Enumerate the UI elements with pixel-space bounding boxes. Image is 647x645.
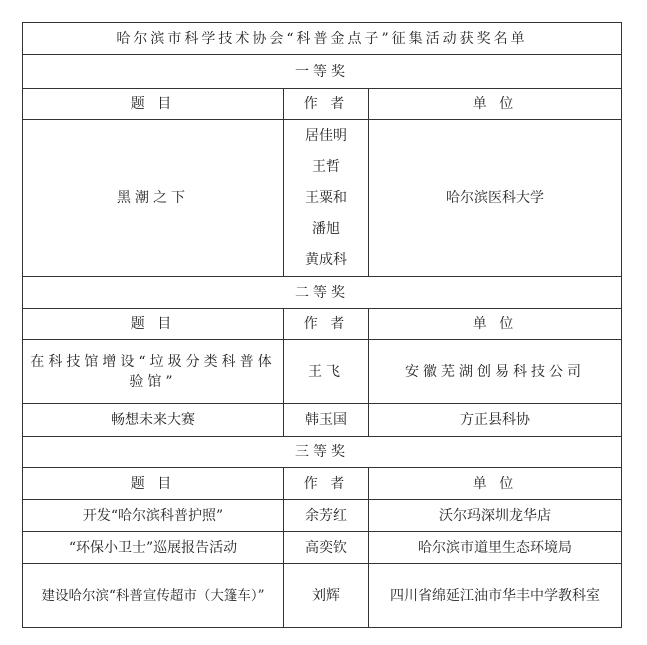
author-name: 王哲 (312, 158, 340, 175)
tier-heading-second: 二等奖 (23, 277, 622, 309)
tier-heading-third: 三等奖 (23, 437, 622, 468)
header-topic: 题 目 (23, 89, 284, 120)
entry-topic: 开发“哈尔滨科普护照” (23, 500, 284, 532)
entry-topic: 建设哈尔滨“科普宣传超市（大篷车）” (23, 564, 284, 628)
tier-row (23, 437, 622, 468)
header-author: 作 者 (284, 89, 369, 120)
table-row (23, 404, 622, 437)
entry-topic: 畅想未来大赛 (23, 404, 284, 437)
table-row (23, 564, 622, 628)
tier-row (23, 55, 622, 89)
title-row (23, 23, 622, 55)
header-unit: 单 位 (369, 309, 622, 340)
entry-topic: 黑潮之下 (23, 120, 284, 277)
column-header-row (23, 89, 622, 120)
header-unit: 单 位 (369, 468, 622, 500)
entry-unit: 哈尔滨医科大学 (369, 120, 622, 277)
table-row (23, 500, 622, 532)
author-name: 居佳明 (305, 127, 347, 144)
author-name: 潘旭 (312, 220, 340, 237)
entry-unit: 方正县科协 (369, 404, 622, 437)
tier-row (23, 277, 622, 309)
entry-authors (284, 120, 369, 277)
header-unit: 单 位 (369, 89, 622, 120)
author-name: 王粟和 (305, 189, 347, 206)
column-header-row (23, 468, 622, 500)
entry-author: 韩玉国 (284, 404, 369, 437)
entry-unit: 安徽芜湖创易科技公司 (369, 340, 622, 404)
entry-topic: “环保小卫士”巡展报告活动 (23, 532, 284, 564)
entry-unit: 哈尔滨市道里生态环境局 (369, 532, 622, 564)
header-topic: 题 目 (23, 309, 284, 340)
entry-author: 余芳红 (284, 500, 369, 532)
author-name: 黄成科 (305, 251, 347, 268)
header-author: 作 者 (284, 468, 369, 500)
entry-author: 高奕钦 (284, 532, 369, 564)
table-row (23, 120, 622, 277)
header-author: 作 者 (284, 309, 369, 340)
column-header-row (23, 309, 622, 340)
header-topic: 题 目 (23, 468, 284, 500)
entry-unit: 四川省绵延江油市华丰中学教科室 (369, 564, 622, 628)
entry-author: 王飞 (284, 340, 369, 404)
tier-heading-first: 一等奖 (23, 55, 622, 89)
awards-table (22, 22, 622, 628)
entry-topic: 在科技馆增设“垃圾分类科普体验馆” (23, 340, 284, 404)
entry-author: 刘辉 (284, 564, 369, 628)
table-row (23, 532, 622, 564)
page-title: 哈尔滨市科学技术协会“科普金点子”征集活动获奖名单 (23, 23, 622, 55)
entry-unit: 沃尔玛深圳龙华店 (369, 500, 622, 532)
table-row (23, 340, 622, 404)
